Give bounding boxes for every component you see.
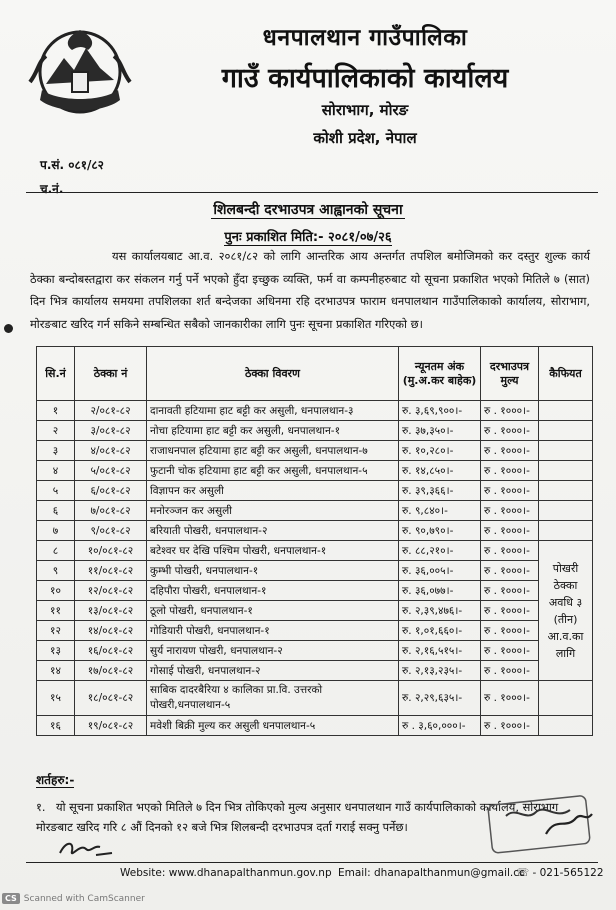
government-emblem-icon (28, 22, 132, 118)
table-row (37, 421, 593, 441)
cell-contract-no: १७/०८१-८२ (75, 661, 147, 681)
table-row (37, 681, 593, 716)
table-row (37, 581, 593, 601)
cell-min-amount: रु. ३६,००५।- (399, 561, 481, 581)
col-remarks: कैफियत (539, 347, 593, 401)
cell-form-price: रु . १०००।- (481, 461, 539, 481)
table-row (37, 401, 593, 421)
footer-website: Website: www.dhanapalthanmun.gov.np (120, 867, 332, 879)
condition-number: १. (36, 800, 46, 814)
cell-form-price: रु . १०००।- (481, 541, 539, 561)
cell-sn: १४ (37, 661, 75, 681)
header-divider (26, 192, 598, 193)
cell-remarks-ponds: पोखरी ठेक्का अवधि ३ (तीन) आ.व.का लागि (539, 541, 593, 681)
cell-sn: १ (37, 401, 75, 421)
cell-sn: ११ (37, 601, 75, 621)
cell-min-amount: रु. २,३९,४७६।- (399, 601, 481, 621)
tender-table (36, 346, 593, 736)
conditions-heading: शर्तहरु:- (36, 773, 75, 787)
cell-form-price: रु . १०००।- (481, 681, 539, 716)
cell-description: साबिक दादरबैरिया ४ कालिका प्रा.वि. उत्तरको पोखरी,धनपालथान-५ (147, 681, 399, 716)
cell-min-amount: रु. १४,८५०।- (399, 461, 481, 481)
col-contract-no: ठेक्का नं (75, 347, 147, 401)
cell-form-price: रु . १०००।- (481, 401, 539, 421)
cell-min-amount: रु. २,२९,६३५।- (399, 681, 481, 716)
cell-description: ठूलो पोखरी, धनपालथान-१ (147, 601, 399, 621)
cell-sn: ५ (37, 481, 75, 501)
table-row (37, 541, 593, 561)
cell-description: बरियाती पोखरी, धनपालथान-२ (147, 521, 399, 541)
signature-icon (56, 835, 116, 863)
footer-phone: ☏ - 021-565122 (516, 867, 604, 879)
cell-min-amount: रु. २,१३,२३५।- (399, 661, 481, 681)
cell-min-amount: रु. ३७,३५०।- (399, 421, 481, 441)
cell-description: सुर्य नारायण पोखरी, धनपालथान-२ (147, 641, 399, 661)
republished-date: पुनः प्रकाशित मिति:- २०८१/०७/२६ (224, 230, 392, 245)
cell-contract-no: ७/०८१-८२ (75, 501, 147, 521)
cell-contract-no: १३/०८१-८२ (75, 601, 147, 621)
notice-body: यस कार्यालयबाट आ.व. २०८१/८२ को लागि आन्तरिक आय अन्तर्गत तपशिल बमोजिमको कर दस्तुर शुल्क कार्य ठेक्का बन्दोबस्तद्वारा कर संकलन गर्नु पर्ने भएको हुँदा इच्छुक व्यक्ति, फर्म वा कम्पनीहरुबाट यो सूचना प्रकाशित भएको मितिले ७ (सात) दिन भित्र कार्यालय समयमा तपशिलका शर्त बन्देजका अधिनमा रहि दरभाउपत्र फाराम धनपालथान गाउँपालिकाको कार्यालय, सोराभाग, मोरङबाट खरिद गर्न सकिने सम्बन्धित सबैको जानकारीका लागि पुनः सूचना प्रकाशित गरिएको छ। (30, 249, 590, 331)
footer-divider (26, 862, 598, 863)
col-sn: सि.नं (37, 347, 75, 401)
col-min-amount: न्यूनतम अंक (मु.अ.कर बाहेक) (399, 347, 481, 401)
col-form-price: दरभाउपत्र मुल्य (481, 347, 539, 401)
table-row (37, 441, 593, 461)
cell-remarks (539, 481, 593, 501)
table-row (37, 561, 593, 581)
col-description: ठेक्का विवरण (147, 347, 399, 401)
cell-description: बटेश्वर घर देखि पश्चिम पोखरी, धनपालथान-१ (147, 541, 399, 561)
cell-sn: १३ (37, 641, 75, 661)
cell-min-amount: रु. २,१६,५१५।- (399, 641, 481, 661)
cell-sn: ७ (37, 521, 75, 541)
table-row (37, 481, 593, 501)
cell-remarks (539, 716, 593, 736)
office-name: गाउँ कार्यपालिकाको कार्यालय (221, 63, 509, 94)
cell-contract-no: १८/०८१-८२ (75, 681, 147, 716)
cell-remarks (539, 421, 593, 441)
dispatch-number: च.नं. (40, 182, 64, 196)
table-row (37, 661, 593, 681)
notice-title: शिलबन्दी दरभाउपत्र आह्वानको सूचना (213, 202, 403, 218)
scanner-watermark: CS Scanned with CamScanner (2, 893, 145, 904)
cell-form-price: रु . १०००।- (481, 601, 539, 621)
cell-contract-no: ३/०८१-८२ (75, 421, 147, 441)
cell-remarks (539, 461, 593, 481)
table-row (37, 461, 593, 481)
cell-contract-no: २/०८१-८२ (75, 401, 147, 421)
table-row (37, 716, 593, 736)
cell-remarks (539, 401, 593, 421)
cell-sn: ४ (37, 461, 75, 481)
cell-sn: ६ (37, 501, 75, 521)
table-header-row (37, 347, 593, 401)
cell-description: गोसाई पोखरी, धनपालथान-२ (147, 661, 399, 681)
cell-contract-no: ४/०८१-८२ (75, 441, 147, 461)
cell-min-amount: रु . ३,६०,०००।- (399, 716, 481, 736)
cell-description: राजाधनपाल हटियामा हाट बट्टी कर असुली, धनपालथान-७ (147, 441, 399, 461)
condition-text: यो सूचना प्रकाशित भएको मितिले ७ दिन भित्र तोकिएको मुल्य अनुसार धनपालथान गाउँ कार्यपालिकाको कार्यालय, सोराभाग मोरङबाट खरिद गरि ८ औं दिनको १२ बजे भित्र शिलबन्दी दरभाउपत्र दर्ता गराई सक्नु पर्नेछ। (36, 800, 559, 834)
table-row (37, 641, 593, 661)
province-country: कोशी प्रदेश, नेपाल (313, 129, 417, 147)
cell-description: गोडियारी पोखरी, धनपालथान-१ (147, 621, 399, 641)
cell-form-price: रु . १०००।- (481, 641, 539, 661)
cell-form-price: रु . १०००।- (481, 581, 539, 601)
cell-sn: १६ (37, 716, 75, 736)
cell-form-price: रु . १०००।- (481, 661, 539, 681)
cell-form-price: रु . १०००।- (481, 521, 539, 541)
cell-contract-no: ९/०८१-८२ (75, 521, 147, 541)
cell-description: नोचा हटियामा हाट बट्टी कर असुली, धनपालथान-१ (147, 421, 399, 441)
cell-description: मवेशी बिक्री मुल्य कर असुली धनपालथान-५ (147, 716, 399, 736)
cell-contract-no: १०/०८१-८२ (75, 541, 147, 561)
cell-form-price: रु . १०००।- (481, 621, 539, 641)
cell-form-price: रु . १०००।- (481, 441, 539, 461)
cell-form-price: रु . १०००।- (481, 716, 539, 736)
cell-form-price: रु . १०००।- (481, 421, 539, 441)
table-row (37, 601, 593, 621)
cell-sn: १० (37, 581, 75, 601)
cell-min-amount: रु. ९,८४०।- (399, 501, 481, 521)
cell-min-amount: रु. ८८,२१०।- (399, 541, 481, 561)
table-row (37, 621, 593, 641)
cell-remarks (539, 521, 593, 541)
cell-description: दानावती हटियामा हाट बट्टी कर असुली, धनपालथान-३ (147, 401, 399, 421)
cell-sn: ३ (37, 441, 75, 461)
cell-remarks (539, 441, 593, 461)
camscanner-logo-icon: CS (2, 893, 20, 904)
footer-email: Email: dhanapalthanmun@gmail.cc (338, 867, 525, 879)
cell-contract-no: ११/०८१-८२ (75, 561, 147, 581)
cell-remarks (539, 501, 593, 521)
office-location: सोराभाग, मोरङ (321, 101, 409, 119)
cell-form-price: रु . १०००।- (481, 481, 539, 501)
cell-description: मनोरञ्जन कर असुली (147, 501, 399, 521)
cell-description: कुम्भी पोखरी, धनपालथान-१ (147, 561, 399, 581)
cell-description: विज्ञापन कर असुली (147, 481, 399, 501)
cell-min-amount: रु. १०,२८०।- (399, 441, 481, 461)
cell-sn: ८ (37, 541, 75, 561)
cell-remarks (539, 681, 593, 716)
cell-min-amount: रु. ३,६९,९००।- (399, 401, 481, 421)
cell-sn: १५ (37, 681, 75, 716)
punch-hole (4, 324, 13, 333)
cell-min-amount: रु. १,०१,६६०।- (399, 621, 481, 641)
cell-form-price: रु . १०००।- (481, 501, 539, 521)
cell-sn: २ (37, 421, 75, 441)
cell-description: फुटानी चोक हटियामा हाट बट्टी कर असुली, धनपालथान-५ (147, 461, 399, 481)
cell-sn: ९ (37, 561, 75, 581)
cell-min-amount: रु. ९०,७९०।- (399, 521, 481, 541)
cell-contract-no: ६/०८१-८२ (75, 481, 147, 501)
cell-contract-no: १४/०८१-८२ (75, 621, 147, 641)
cell-description: दहिपौरा पोखरी, धनपालथान-१ (147, 581, 399, 601)
official-stamp-icon (486, 786, 598, 856)
cell-sn: १२ (37, 621, 75, 641)
cell-contract-no: ५/०८१-८२ (75, 461, 147, 481)
cell-min-amount: रु. ३६,०७७।- (399, 581, 481, 601)
cell-contract-no: १६/०८१-८२ (75, 641, 147, 661)
cell-contract-no: १९/०८१-८२ (75, 716, 147, 736)
table-row (37, 501, 593, 521)
table-row (37, 521, 593, 541)
municipality-name: धनपालथान गाउँपालिका (262, 25, 468, 51)
letter-number: प.सं. ०८१/८२ (40, 158, 104, 172)
cell-contract-no: १२/०८१-८२ (75, 581, 147, 601)
cell-form-price: रु . १०००।- (481, 561, 539, 581)
cell-min-amount: रु. ३९,३६६।- (399, 481, 481, 501)
